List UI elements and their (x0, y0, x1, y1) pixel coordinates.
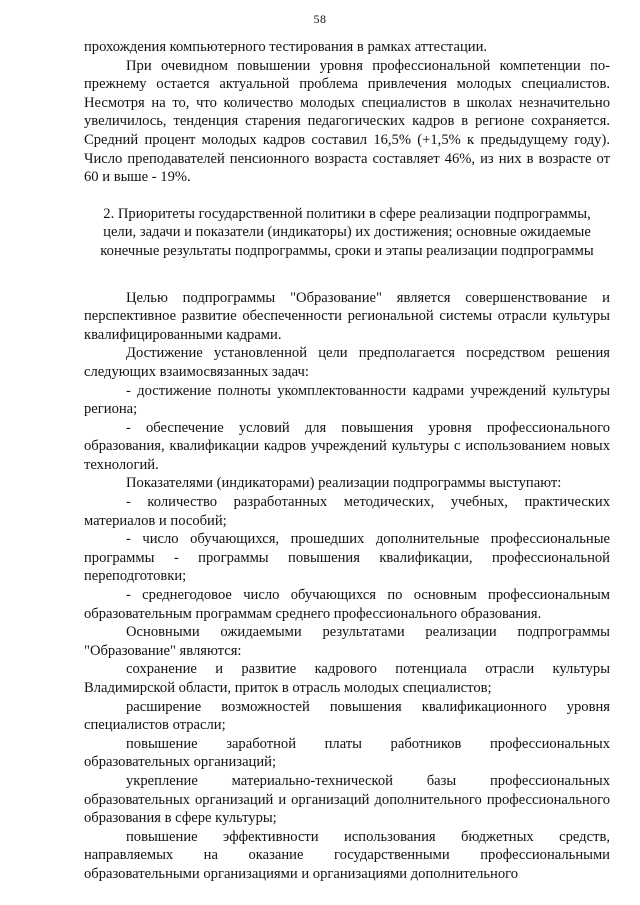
list-item-result-3: повышение заработной платы работников профессиональных образовательных организаций; (84, 735, 610, 771)
page-number: 58 (313, 12, 327, 26)
section-heading: 2. Приоритеты государственной политики в сфере реализации подпрограммы, цели, задачи и показатели (индикаторы) их достижения; основные ожидаемые конечные результаты подпрограммы, сроки и этапы реализации подпрограммы (100, 205, 594, 259)
list-item-indicator-2: - число обучающихся, прошедших дополнительные профессиональные программы - программы повышения квалификации, профессиональной переподготовки; (84, 531, 610, 585)
list-item-task-1: - достижение полноты укомплектованности кадрами учреждений культуры региона; (84, 382, 610, 418)
list-item-result-2: расширение возможностей повышения квалификационного уровня специалистов отрасли; (84, 698, 610, 734)
list-item-indicator-1: - количество разработанных методических, учебных, практических материалов и пособий; (84, 494, 610, 529)
list-item-result-1: сохранение и развитие кадрового потенциала отрасли культуры Владимирской области, приток в отрасль молодых специалистов; (84, 661, 610, 696)
paragraph-indicators-intro: Показателями (индикаторами) реализации подпрограммы выступают: (126, 475, 562, 492)
paragraph-tasks-intro: Достижение установленной цели предполагается посредством решения следующих взаимосвязанных задач: (84, 345, 610, 380)
list-item-result-4: укрепление материально-технической базы профессиональных образовательных организаций и организаций дополнительного профессионального образования в сфере культуры; (84, 772, 610, 827)
paragraph-results-intro: Основными ожидаемыми результатами реализации подпрограммы "Образование" являются: (84, 624, 610, 659)
list-item-task-2: - обеспечение условий для повышения уровня профессионального образования, квалификации кадров учреждений культуры с использованием новых технологий. (84, 419, 610, 473)
paragraph-goal: Целью подпрограммы "Образование" является совершенствование и перспективное развитие обеспеченности региональной системы отрасли культуры квалифицированными кадрами. (84, 289, 610, 343)
paragraph-young-specialists: При очевидном повышении уровня профессиональной компетенции по-прежнему остается актуальной проблема привлечения молодых специалистов. Несмотря на то, что количество молодых специалистов в школах незначительно увеличилось, тенденция старения педагогических кадров в регионе сохраняется. Средний процент молодых кадров составил 16,5% (+1,5% к предыдущему году). Число преподавателей пенсионного возраста составляет 46%, из них в возрасте от 60 и выше - 19%. (84, 57, 610, 186)
list-item-indicator-3: - среднегодовое число обучающихся по основным профессиональным образовательным программам среднего профессионального образования. (84, 587, 610, 622)
list-item-result-5: повышение эффективности использования бюджетных средств, направляемых на оказание государственными профессиональными образовательными организациями и организациями дополнительного (84, 828, 610, 882)
document-body (84, 38, 610, 884)
paragraph-continuation: прохождения компьютерного тестирования в рамках аттестации. (84, 39, 488, 55)
